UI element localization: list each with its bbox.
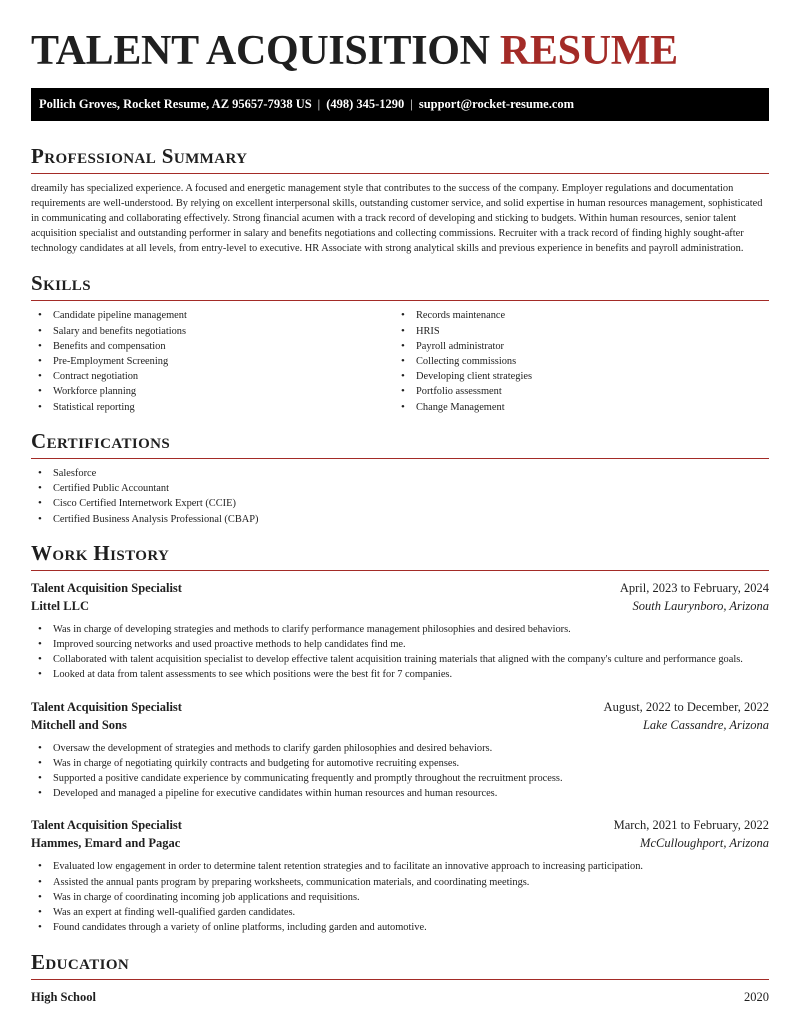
resume-page bbox=[31, 0, 769, 1006]
job-location: McCulloughport, Arizona bbox=[640, 836, 769, 851]
title-accent: RESUME bbox=[499, 28, 678, 74]
job-duty: • Was an expert at finding well-qualified garden candidates. bbox=[31, 905, 769, 920]
job-dates: March, 2021 to February, 2022 bbox=[613, 818, 769, 833]
skills-right-column bbox=[394, 308, 757, 414]
certifications-section bbox=[31, 428, 769, 527]
skills-left-column bbox=[31, 308, 394, 414]
job-entry bbox=[31, 698, 769, 802]
job-duty: • Collaborated with talent acquisition specialist to develop effective talent acquisition training materials that aligned with the company's culture and performance goals. bbox=[31, 652, 769, 667]
skill-item: • Pre-Employment Screening bbox=[31, 354, 394, 369]
education-section bbox=[31, 949, 769, 1006]
skill-item: • HRIS bbox=[394, 324, 757, 339]
title-main: TALENT ACQUISITION bbox=[31, 28, 490, 74]
job-location: Lake Cassandre, Arizona bbox=[642, 717, 769, 732]
skill-item: • Portfolio assessment bbox=[394, 384, 757, 399]
skill-item: • Statistical reporting bbox=[31, 400, 394, 415]
job-company-row bbox=[31, 716, 769, 734]
professional-summary-section bbox=[31, 143, 769, 256]
section-heading: Professional Summary bbox=[31, 143, 769, 174]
section-heading: Work History bbox=[31, 540, 769, 571]
education-year: 2020 bbox=[744, 990, 769, 1005]
section-heading: Skills bbox=[31, 270, 769, 301]
job-duties-list bbox=[31, 741, 769, 802]
skill-item: • Change Management bbox=[394, 400, 757, 415]
job-title: Talent Acquisition Specialist bbox=[31, 580, 182, 595]
job-dates: August, 2022 to December, 2022 bbox=[603, 699, 769, 714]
education-entry bbox=[31, 988, 769, 1006]
skill-item: • Payroll administrator bbox=[394, 339, 757, 354]
job-duty: • Was in charge of negotiating quirkily contracts and budgeting for automotive recruiting expenses. bbox=[31, 756, 769, 771]
skills-grid bbox=[31, 308, 769, 414]
job-duty: • Improved sourcing networks and used proactive methods to help candidates find me. bbox=[31, 637, 769, 652]
skill-item: • Contract negotiation bbox=[31, 369, 394, 384]
certification-item: • Certified Public Accountant bbox=[31, 481, 769, 496]
skill-item: • Candidate pipeline management bbox=[31, 308, 394, 323]
job-duty: • Evaluated low engagement in order to determine talent retention strategies and to facilitate an innovative approach to increasing participation. bbox=[31, 859, 769, 874]
job-duty: • Was in charge of coordinating incoming job applications and requisitions. bbox=[31, 890, 769, 905]
resume-title bbox=[31, 28, 769, 74]
job-company: Hammes, Emard and Pagac bbox=[31, 836, 181, 851]
contact-address: Pollich Groves, Rocket Resume, AZ 95657-7938 US bbox=[39, 97, 312, 111]
contact-email: support@rocket-resume.com bbox=[418, 97, 575, 111]
job-duty: • Supported a positive candidate experience by communicating frequently and promptly throughout the recruitment process. bbox=[31, 771, 769, 786]
job-duties-list bbox=[31, 622, 769, 683]
job-header-row bbox=[31, 698, 769, 716]
job-company-row bbox=[31, 597, 769, 615]
job-duty: • Looked at data from talent assessments to see which positions were the best fit for 7 companies. bbox=[31, 667, 769, 682]
contact-phone: (498) 345-1290 bbox=[326, 97, 405, 111]
job-header-row bbox=[31, 579, 769, 597]
certification-item: • Salesforce bbox=[31, 466, 769, 481]
job-company-row bbox=[31, 834, 769, 852]
skill-item: • Salary and benefits negotiations bbox=[31, 324, 394, 339]
contact-separator: | bbox=[410, 97, 413, 111]
skill-item: • Records maintenance bbox=[394, 308, 757, 323]
skill-item: • Developing client strategies bbox=[394, 369, 757, 384]
job-duty: • Found candidates through a variety of online platforms, including garden and automotive. bbox=[31, 920, 769, 935]
skills-section bbox=[31, 270, 769, 414]
job-duty: • Was in charge of developing strategies and methods to clarify performance management philosophies and desired behaviors. bbox=[31, 622, 769, 637]
skill-item: • Benefits and compensation bbox=[31, 339, 394, 354]
job-duties-list bbox=[31, 859, 769, 935]
certification-item: • Cisco Certified Internetwork Expert (CCIE) bbox=[31, 496, 769, 511]
section-heading: Education bbox=[31, 949, 769, 980]
contact-separator: | bbox=[317, 97, 321, 111]
job-entry bbox=[31, 579, 769, 683]
certifications-list bbox=[31, 466, 769, 527]
education-degree: High School bbox=[31, 990, 96, 1005]
job-company: Mitchell and Sons bbox=[31, 717, 127, 732]
job-duty: • Developed and managed a pipeline for executive candidates within human resources and human resources. bbox=[31, 786, 769, 801]
summary-text: dreamily has specialized experience. A focused and energetic management style that contributes to the success of the company. Employer regulations and documentation requirements are well-understood. By relying on excellent interpersonal skills, outstanding customer service, and solid expertise in human resources management, sophisticated in communicating and collaborating effectively. Strong financial acumen with a track record of developing and sticking to budgets. Within human resources, senior talent acquisition specialist and outstanding performer in salary and benefits negotiations and collecting commissions. Recruiter with a track record of finding highly sought-after technology candidates at all levels, from entry-level to executive. HR Associate with strong analytical skills and previous experience in benefits and payroll administration. bbox=[31, 183, 763, 255]
skill-item: • Collecting commissions bbox=[394, 354, 757, 369]
job-duty: • Assisted the annual pants program by preparing worksheets, communication materials, and coordinating meetings. bbox=[31, 875, 769, 890]
section-heading: Certifications bbox=[31, 428, 769, 459]
job-title: Talent Acquisition Specialist bbox=[31, 699, 182, 714]
job-entry bbox=[31, 816, 769, 935]
work-history-section bbox=[31, 540, 769, 936]
job-company: Littel LLC bbox=[31, 598, 89, 613]
job-header-row bbox=[31, 816, 769, 834]
job-duty: • Oversaw the development of strategies and methods to clarify garden philosophies and desired behaviors. bbox=[31, 741, 769, 756]
job-location: South Laurynboro, Arizona bbox=[632, 598, 769, 613]
contact-bar bbox=[31, 88, 769, 121]
job-title: Talent Acquisition Specialist bbox=[31, 818, 182, 833]
job-dates: April, 2023 to February, 2024 bbox=[619, 580, 769, 595]
skill-item: • Workforce planning bbox=[31, 384, 394, 399]
certification-item: • Certified Business Analysis Professional (CBAP) bbox=[31, 512, 769, 527]
